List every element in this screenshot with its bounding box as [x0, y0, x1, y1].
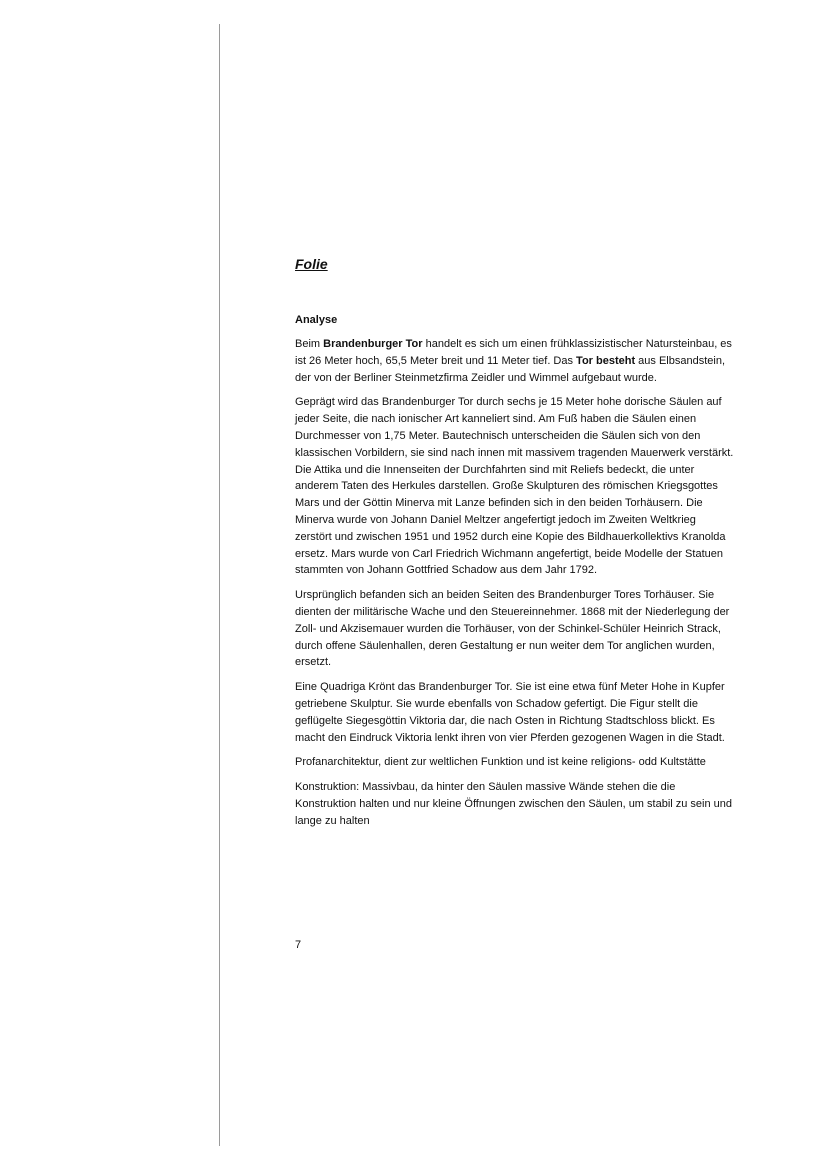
paragraph-text: aus Elbsandstein, der von der Berliner Steinmetzfirma Zeidler und Wimmel aufgebaut wurde.	[295, 354, 726, 384]
paragraph-text: Beim	[295, 338, 324, 350]
paragraph-saeulen: Geprägt wird das Brandenburger Tor durch sechs je 15 Meter hohe dorische Säulen auf jeder Seite, die nach ionischer Art kanneliert sind. Am Fuß haben die Säulen einen Durchmesser von 1,75 Meter. Bautechnisch unterscheiden die Säulen sich von den klassischen Vorbildern, sie sind nach innen mit massivem tragenden Mauerwerk verstärkt. Die Attika und die Innenseiten der Durchfahrten sind mit Reliefs bedeckt, die unter anderem Taten des Herkules darstellen. Große Skulpturen des römischen Kriegsgottes Mars und der Göttin Minerva mit Lanze befinden sich in den beiden Torhäusern. Die Minerva wurde von Johann Daniel Meltzer angefertigt jedoch im Zweiten Weltkrieg zerstört und zwischen 1951 und 1952 durch eine Kopie des Bildhauerkollektivs Kranolda ersetz. Mars wurde von Carl Friedrich Wichmann angefertigt, beide Modelle der Statuen stammten von Johann Gottfried Schadow aus dem Jahr 1792.	[295, 396, 734, 577]
bold-term-tor-besteht: Tor besteht	[576, 354, 636, 367]
paragraph-torhaeuser: Ursprünglich befanden sich an beiden Seiten des Brandenburger Tores Torhäuser. Sie dienten der militärische Wache und den Steuereinnehmer. 1868 mit der Niederlegung der Zoll- und Akzisemauer wurden die Torhäuser, von der Schinkel-Schüler Heinrich Strack, durch offene Säulenhallen, deren Gestaltung er nun weiter dem Tor anglichen wurden, ersetzt.	[295, 589, 730, 669]
paragraph-intro	[295, 336, 735, 386]
page-number: 7	[295, 939, 302, 951]
paragraph-profanarchitektur: Profanarchitektur, dient zur weltlichen Funktion und ist keine religions- odd Kultstätte	[295, 756, 706, 769]
paragraph-konstruktion: Konstruktion: Massivbau, da hinter den Säulen massive Wände stehen die die Konstruktion halten und nur kleine Öffnungen zwischen den Säulen, um stabil zu sein und lange zu halten	[295, 781, 733, 827]
section-title: Folie	[295, 256, 328, 272]
subheading-analyse: Analyse	[295, 314, 338, 326]
bold-term-brandenburger-tor: Brandenburger Tor	[323, 338, 423, 350]
paragraph-text: handelt es sich um einen frühklassizistischer Natursteinbau, es ist 26 Meter hoch, 65,5 Meter breit und 11 Meter tief. Das	[295, 338, 732, 367]
paragraph-quadriga: Eine Quadriga Krönt das Brandenburger Tor. Sie ist eine etwa fünf Meter Hohe in Kupfer getriebene Skulptur. Sie wurde ebenfalls von Schadow gefertigt. Die Figur stellt die geflügelte Siegesgöttin Viktoria dar, die nach Osten in Richtung Stadtschloss blickt. Es macht den Eindruck Viktoria lenkt ihren von vier Pferden gezogenen Wagen in die Stadt.	[295, 681, 725, 744]
margin-rule	[219, 24, 220, 1146]
document-body	[295, 254, 735, 838]
